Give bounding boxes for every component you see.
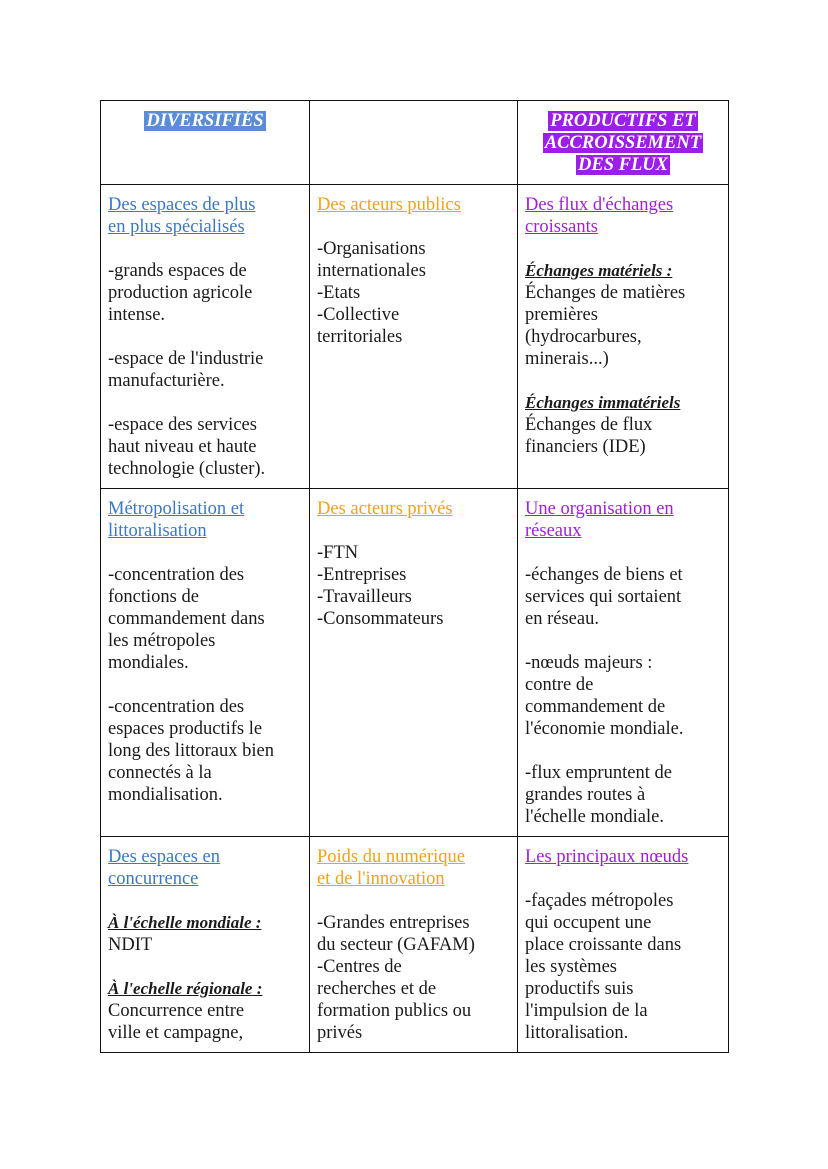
- table-row: [101, 837, 729, 1053]
- title-line: Des espaces de plus: [108, 195, 256, 215]
- text-line: les métropoles: [108, 631, 216, 651]
- text-line: -Centres de: [317, 957, 402, 977]
- cell-acteurs-prives: [310, 489, 518, 837]
- subheading: Échanges matériels :: [525, 261, 673, 280]
- text-line: espaces productifs le: [108, 719, 263, 739]
- text-line: manufacturière.: [108, 371, 225, 391]
- title-line: Poids du numérique: [317, 847, 465, 867]
- text-line: -Travailleurs: [317, 587, 412, 607]
- text-line: contre de: [525, 675, 594, 695]
- cell-title: [525, 194, 721, 238]
- text-line: connectés à la: [108, 763, 212, 783]
- summary-table: [100, 100, 729, 1053]
- title-line: Des flux d'échanges: [525, 195, 674, 215]
- text-line: Concurrence entre: [108, 1001, 245, 1021]
- title-line: Métropolisation et: [108, 499, 245, 519]
- text-line: privés: [317, 1023, 363, 1043]
- text-line: l'économie mondiale.: [525, 719, 684, 739]
- title-line: Une organisation en: [525, 499, 674, 519]
- title-line: littoralisation: [108, 521, 207, 541]
- title-line: concurrence: [108, 869, 199, 889]
- cell-numerique-innovation: [310, 837, 518, 1053]
- text-line: (hydrocarbures,: [525, 327, 642, 347]
- subheading: Échanges immatériels: [525, 393, 681, 412]
- text-line: les systèmes: [525, 957, 617, 977]
- cell-title: [108, 846, 302, 890]
- text-line: -Etats: [317, 283, 361, 303]
- table-row: [101, 489, 729, 837]
- text-line: -Organisations: [317, 239, 426, 259]
- header-productifs: [525, 110, 721, 176]
- header-diversifies: DIVERSIFIÉS: [146, 111, 264, 131]
- title-line: en plus spécialisés: [108, 217, 245, 237]
- title-line: croissants: [525, 217, 598, 237]
- cell-title: Des acteurs privés: [317, 499, 453, 519]
- cell-espaces-concurrence: [101, 837, 310, 1053]
- text-line: intense.: [108, 305, 166, 325]
- cell-acteurs-publics: [310, 185, 518, 489]
- text-line: Échanges de matières: [525, 283, 686, 303]
- header-cell-diversifies: [101, 101, 310, 185]
- text-line: -Entreprises: [317, 565, 407, 585]
- text-line: premières: [525, 305, 598, 325]
- text-line: NDIT: [108, 935, 153, 955]
- cell-title: Des acteurs publics: [317, 195, 461, 215]
- text-line: internationales: [317, 261, 426, 281]
- text-line: littoralisation.: [525, 1023, 629, 1043]
- text-line: l'échelle mondiale.: [525, 807, 664, 827]
- subheading: À l'echelle régionale :: [108, 979, 263, 998]
- text-line: technologie (cluster).: [108, 459, 266, 479]
- title-line: réseaux: [525, 521, 582, 541]
- text-line: -nœuds majeurs :: [525, 653, 653, 673]
- text-line: -espace des services: [108, 415, 257, 435]
- text-line: long des littoraux bien: [108, 741, 274, 761]
- text-line: -échanges de biens et: [525, 565, 683, 585]
- cell-espaces-specialises: [101, 185, 310, 489]
- text-line: services qui sortaient: [525, 587, 682, 607]
- text-line: -espace de l'industrie: [108, 349, 264, 369]
- text-line: formation publics ou: [317, 1001, 472, 1021]
- text-line: -Collective: [317, 305, 400, 325]
- text-line: -concentration des: [108, 697, 245, 717]
- cell-title: [108, 194, 302, 238]
- text-line: ville et campagne,: [108, 1023, 244, 1043]
- cell-title: [525, 498, 721, 542]
- text-line: minerais...): [525, 349, 609, 369]
- cell-title: [108, 498, 302, 542]
- text-line: mondiales.: [108, 653, 189, 673]
- title-line: et de l'innovation: [317, 869, 445, 889]
- cell-metropolisation: [101, 489, 310, 837]
- text-line: commandement de: [525, 697, 666, 717]
- text-line: qui occupent une: [525, 913, 652, 933]
- text-line: production agricole: [108, 283, 253, 303]
- header-productifs-line: DES FLUX: [578, 155, 668, 175]
- text-line: -concentration des: [108, 565, 245, 585]
- table-row: [101, 185, 729, 489]
- text-line: -FTN: [317, 543, 359, 563]
- subheading: À l'échelle mondiale :: [108, 913, 262, 932]
- text-line: -Consommateurs: [317, 609, 444, 629]
- header-productifs-line: ACCROISSEMENT: [544, 133, 702, 153]
- text-line: -Grandes entreprises: [317, 913, 470, 933]
- text-line: -façades métropoles: [525, 891, 674, 911]
- text-line: haut niveau et haute: [108, 437, 257, 457]
- text-line: du secteur (GAFAM): [317, 935, 475, 955]
- text-line: -grands espaces de: [108, 261, 247, 281]
- text-line: -flux empruntent de: [525, 763, 672, 783]
- text-line: place croissante dans: [525, 935, 682, 955]
- text-line: territoriales: [317, 327, 403, 347]
- text-line: recherches et de: [317, 979, 437, 999]
- text-line: mondialisation.: [108, 785, 223, 805]
- header-productifs-line: PRODUCTIFS ET: [550, 111, 696, 131]
- text-line: Échanges de flux: [525, 415, 653, 435]
- text-line: grandes routes à: [525, 785, 646, 805]
- header-row: [101, 101, 729, 185]
- text-line: financiers (IDE): [525, 437, 646, 457]
- text-line: commandement dans: [108, 609, 265, 629]
- header-cell-productifs: [518, 101, 729, 185]
- cell-title: Les principaux nœuds: [525, 847, 689, 867]
- text-line: productifs suis: [525, 979, 634, 999]
- header-cell-empty: [310, 101, 518, 185]
- cell-title: [317, 846, 510, 890]
- cell-principaux-noeuds: [518, 837, 729, 1053]
- text-line: l'impulsion de la: [525, 1001, 648, 1021]
- cell-flux-echanges: [518, 185, 729, 489]
- title-line: Des espaces en: [108, 847, 220, 867]
- cell-organisation-reseaux: [518, 489, 729, 837]
- text-line: en réseau.: [525, 609, 599, 629]
- text-line: fonctions de: [108, 587, 199, 607]
